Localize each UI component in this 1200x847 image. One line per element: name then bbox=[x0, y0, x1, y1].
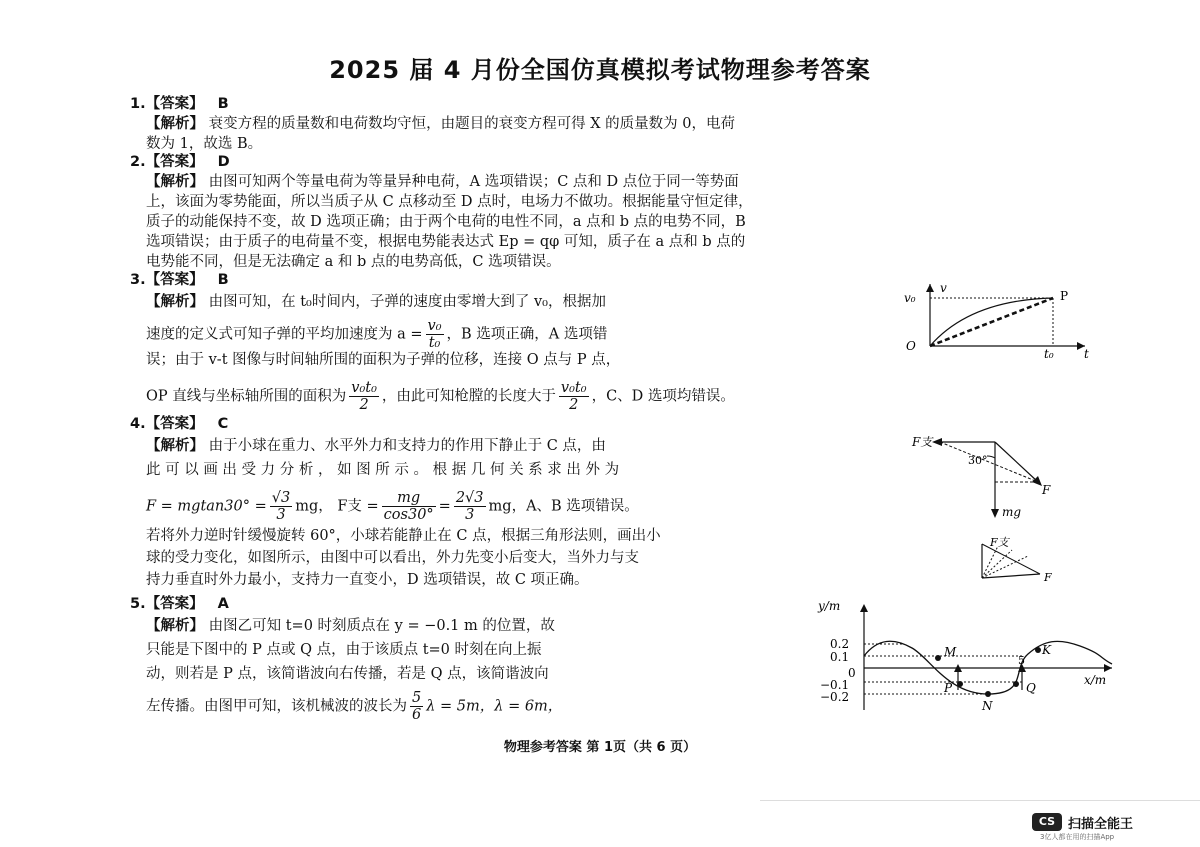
q3-v0-label: v₀ bbox=[904, 291, 916, 305]
q5-point-p-label: P bbox=[944, 681, 953, 695]
q1-answer-row bbox=[130, 94, 229, 114]
q4-answer: C bbox=[217, 416, 229, 432]
q4-tri-f-label: F bbox=[1044, 571, 1052, 584]
q3-fraction-area bbox=[349, 380, 379, 413]
q4-mg-arrow-icon bbox=[991, 509, 999, 518]
q2-text-4: 选项错误；由于质子的电荷量不变，根据电势能表达式 Ep = qφ 可知，质子在 a 点和 b 点的 bbox=[146, 234, 746, 250]
q3-number: 3. bbox=[130, 272, 146, 288]
page-title: 2025 届 4 月份全国仿真模拟考试物理参考答案 bbox=[329, 56, 871, 84]
q3-frac-a-num: v₀ bbox=[427, 318, 442, 334]
scanner-watermark bbox=[1032, 811, 1192, 841]
q5-text-4-post: λ = 5m，λ = 6m， bbox=[426, 698, 563, 715]
q3-text-4-pre: OP 直线与坐标轴所围的面积为 bbox=[146, 388, 347, 405]
q4-formula-tail: mg，A、B 选项错误。 bbox=[488, 498, 639, 515]
q4-tri-dash-2 bbox=[982, 550, 1012, 578]
q5-text-4-pre: 左传播。由图甲可知，该机械波的波长为 bbox=[146, 698, 407, 715]
q4-formula-eq: = bbox=[438, 498, 451, 515]
q4-tri-fs-label: F支 bbox=[990, 536, 1009, 549]
q2-text-2: 上，该面为零势能面，所以当质子从 C 点移动至 D 点时，电场力不做功。根据能量守恒定律， bbox=[146, 194, 753, 210]
q5-text-3: 动，则若是 P 点，该简谐波向右传播，若是 Q 点，该简谐波向 bbox=[146, 666, 549, 682]
q5-analysis-label: 【解析】 bbox=[146, 618, 204, 634]
q3-text-2 bbox=[146, 318, 607, 351]
q3-point-p-label: P bbox=[1060, 289, 1069, 303]
q4-frac-2-num: mg bbox=[382, 490, 436, 507]
q5-y-tick-3: −0.1 bbox=[820, 678, 850, 692]
q5-frac-num: 5 bbox=[412, 690, 422, 706]
q5-answer-row bbox=[130, 594, 229, 614]
q5-analysis-line-1 bbox=[146, 616, 555, 636]
q5-point-k-label: K bbox=[1042, 643, 1051, 657]
q4-frac-1-num: √3 bbox=[271, 490, 291, 506]
q2-analysis-label: 【解析】 bbox=[146, 174, 204, 190]
q4-dashed-1 bbox=[940, 442, 1038, 482]
q4-frac-3-den: 3 bbox=[465, 507, 475, 523]
q5-x-tick-5: 5 bbox=[1018, 654, 1025, 667]
q3-fraction-a bbox=[426, 318, 444, 351]
q1-answer-label: 【答案】 bbox=[145, 96, 204, 112]
q5-point-n-label: N bbox=[982, 699, 993, 713]
q1-text-2: 数为 1，故选 B。 bbox=[146, 136, 263, 152]
q4-frac-2 bbox=[382, 490, 436, 523]
q5-text-2: 只能是下图中的 P 点或 Q 点，由于该质点 t=0 时刻在向上振 bbox=[146, 642, 542, 658]
page-footer: 物理参考答案 第 1页（共 6 页） bbox=[503, 740, 697, 755]
q4-answer-label: 【答案】 bbox=[145, 416, 204, 432]
q5-y-label: y/m bbox=[818, 599, 841, 613]
q4-triangle-diagram bbox=[968, 534, 1064, 586]
q3-answer-row bbox=[130, 270, 229, 290]
q4-formula-line bbox=[146, 490, 639, 523]
q4-angle-label: 30° bbox=[968, 454, 988, 467]
q5-point-m-label: M bbox=[944, 645, 957, 659]
q4-frac-1-den: 3 bbox=[276, 507, 286, 523]
q4-frac-1 bbox=[270, 490, 292, 523]
q1-analysis-label: 【解析】 bbox=[146, 116, 204, 132]
q4-frac-3-num: 2√3 bbox=[455, 490, 484, 506]
q4-text-1: 由于小球在重力、水平外力和支持力的作用下静止于 C 点，由 bbox=[208, 438, 606, 454]
q1-analysis-line-1 bbox=[146, 114, 735, 134]
q3-t-label: t bbox=[1084, 347, 1089, 360]
q3-text-3: 误；由于 v-t 图像与时间轴所围的面积为子弹的位移，连接 O 点与 P 点， bbox=[146, 352, 621, 368]
q3-answer-label: 【答案】 bbox=[145, 272, 204, 288]
q5-point-k-dot bbox=[1035, 647, 1041, 653]
q5-point-n-dot bbox=[985, 691, 991, 697]
q3-text-2-post: ，B 选项正确，A 选项错 bbox=[446, 326, 608, 343]
q5-point-m-dot bbox=[935, 655, 941, 661]
q3-vt-graph bbox=[900, 280, 1100, 360]
q3-v-label: v bbox=[940, 281, 947, 295]
q4-text-6: 持力垂直时外力最小，支持力一直变小，D 选项错误，故 C 项正确。 bbox=[146, 572, 589, 588]
q1-answer: B bbox=[217, 96, 229, 112]
q3-origin-label: O bbox=[906, 339, 916, 353]
q5-text-1: 由图乙可知 t=0 时刻质点在 y = −0.1 m 的位置，故 bbox=[208, 618, 555, 634]
q3-t0-label: t₀ bbox=[1044, 347, 1054, 360]
q1-number: 1. bbox=[130, 96, 146, 112]
q2-text-3: 质子的动能保持不变，故 D 选项正确；由于两个电荷的电性不同，a 点和 b 点的电势不同，B bbox=[146, 214, 746, 230]
q4-fs-label: F支 bbox=[912, 435, 933, 449]
q4-frac-2-den: cos30° bbox=[383, 507, 434, 523]
q3-frac-area-num: v₀t₀ bbox=[351, 380, 377, 396]
q4-analysis-line-1 bbox=[146, 436, 606, 456]
q5-wave-graph bbox=[812, 598, 1122, 716]
q3-analysis-label: 【解析】 bbox=[146, 294, 204, 310]
q3-answer: B bbox=[217, 272, 229, 288]
q5-frac-den: 6 bbox=[412, 707, 422, 723]
q5-answer-label: 【答案】 bbox=[145, 596, 204, 612]
q3-analysis-line-1 bbox=[146, 292, 606, 312]
q5-y-tick-0: 0.2 bbox=[830, 637, 850, 651]
q2-analysis-line-1 bbox=[146, 172, 739, 192]
q4-force-diagram bbox=[910, 434, 1060, 520]
q4-f-label: F bbox=[1042, 483, 1051, 497]
q2-answer-label: 【答案】 bbox=[145, 154, 204, 170]
q3-op-line bbox=[930, 298, 1053, 346]
q2-answer: D bbox=[217, 154, 230, 170]
q1-text-1: 衰变方程的质量数和电荷数均守恒，由题目的衰变方程可得 X 的质量数为 0，电荷 bbox=[208, 116, 735, 132]
watermark-slogan: 3亿人都在用的扫描App bbox=[1040, 833, 1115, 841]
q4-text-4: 若将外力逆时针缓慢旋转 60°，小球若能静止在 C 点，根据三角形法则，画出小 bbox=[146, 528, 661, 544]
q4-text-2: 此 可 以 画 出 受 力 分 析 ， 如 图 所 示 。 根 据 几 何 关 系 求 出 外 为 bbox=[146, 462, 620, 478]
q5-fraction bbox=[410, 690, 423, 723]
q3-text-2-pre: 速度的定义式可知子弹的平均加速度为 a = bbox=[146, 326, 423, 343]
watermark-name: 扫描全能王 bbox=[1068, 817, 1134, 832]
q5-y-tick-2: 0 bbox=[848, 666, 856, 680]
q5-x-arrow-icon bbox=[1104, 664, 1112, 672]
q3-frac-length-den: 2 bbox=[569, 397, 579, 413]
q4-number: 4. bbox=[130, 416, 146, 432]
q3-v-arrow-icon bbox=[926, 284, 934, 292]
q2-number: 2. bbox=[130, 154, 146, 170]
q5-point-q-label: Q bbox=[1026, 681, 1036, 695]
q5-text-4 bbox=[146, 690, 562, 723]
q4-answer-row bbox=[130, 414, 228, 434]
q5-number: 5. bbox=[130, 596, 146, 612]
q5-y-tick-4: −0.2 bbox=[820, 690, 850, 704]
q3-frac-area-den: 2 bbox=[359, 397, 369, 413]
q4-frac-3 bbox=[454, 490, 486, 523]
q5-answer: A bbox=[217, 596, 229, 612]
q4-analysis-label: 【解析】 bbox=[146, 438, 204, 454]
q5-x-label: x/m bbox=[1084, 673, 1107, 687]
q2-text-5: 电势能不同，但是无法确定 a 和 b 点的电势高低，C 选项错误。 bbox=[146, 254, 561, 270]
q2-text-1: 由图可知两个等量电荷为等量异种电荷，A 选项错误；C 点和 D 点位于同一等势面 bbox=[208, 174, 739, 190]
q3-frac-a-den: t₀ bbox=[428, 335, 441, 351]
q4-text-5: 球的受力变化，如图所示，由图中可以看出，外力先变小后变大，当外力与支 bbox=[146, 550, 639, 566]
q2-answer-row bbox=[130, 152, 230, 172]
q4-tri-dash-1 bbox=[982, 556, 1028, 578]
q4-f-vector bbox=[995, 442, 1038, 482]
q3-text-4-post: ，C、D 选项均错误。 bbox=[591, 388, 735, 405]
q4-formula-f: F = mgtan30° = bbox=[146, 498, 267, 515]
q3-text-4-mid: ，由此可知枪膛的长度大于 bbox=[381, 388, 556, 405]
q4-mg-label: mg bbox=[1002, 505, 1022, 519]
q4-tri-bottom bbox=[982, 574, 1040, 578]
q3-text-4 bbox=[146, 380, 735, 413]
q5-y-arrow-icon bbox=[860, 604, 868, 612]
q3-text-1: 由图可知，在 t₀时间内，子弹的速度由零增大到了 v₀，根据加 bbox=[208, 294, 606, 310]
q4-angle-arc bbox=[987, 456, 995, 458]
cs-logo-icon: CS bbox=[1032, 813, 1062, 831]
q4-formula-fs: mg， F支 = bbox=[295, 498, 379, 515]
footer-divider bbox=[760, 800, 1200, 801]
q3-frac-length-num: v₀t₀ bbox=[560, 380, 587, 396]
q5-point-q-dot bbox=[1013, 681, 1019, 687]
q3-fraction-length bbox=[559, 380, 589, 413]
q5-y-tick-1: 0.1 bbox=[830, 650, 850, 664]
